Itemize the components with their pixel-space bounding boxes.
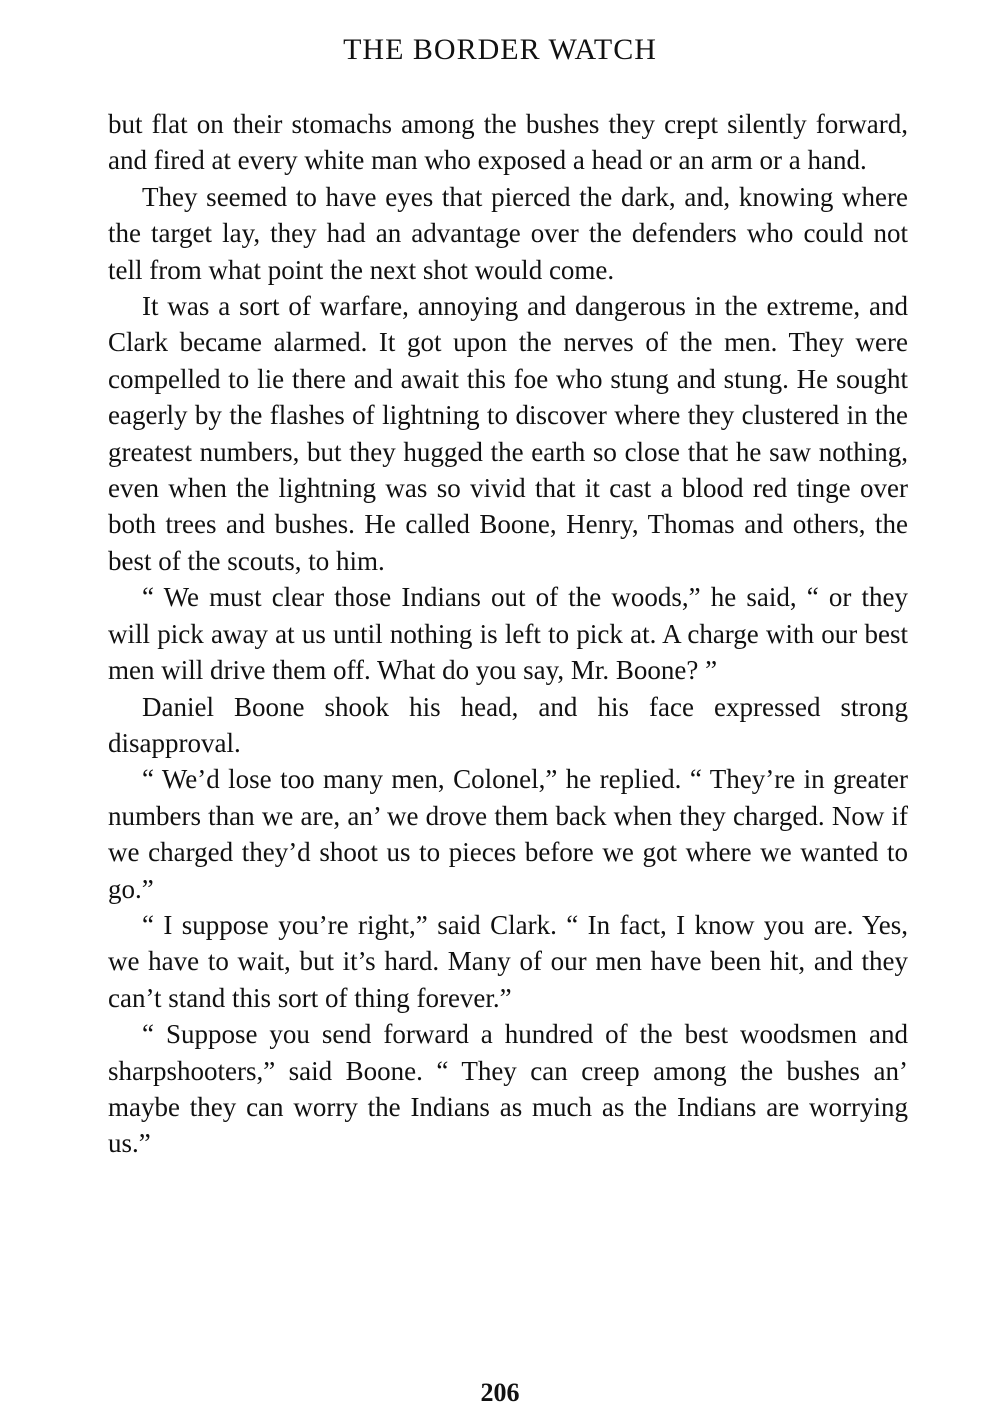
paragraph: Daniel Boone shook his head, and his face expressed strong disapproval. [108, 691, 908, 758]
paragraph: It was a sort of warfare, annoying and dangerous in the extreme, and Clark became alarmed. It got upon the nerves of the men. They were compelled to lie there and await this foe who stung and stung. He sought eagerly by the flashes of lightning to discover where they clustered in the greatest numbers, but they hugged the earth so close that he saw nothing, even when the lightning was so vivid that it cast a blood red tinge over both trees and bushes. He called Boone, Henry, Thomas and others, the best of the scouts, to him. [108, 291, 908, 576]
paragraph: They seemed to have eyes that pierced the dark, and, knowing where the target lay, they had an advantage over the defenders who could not tell from what point the next shot would come. [108, 181, 908, 285]
page-number: 206 [480, 1378, 520, 1407]
body-text [108, 106, 908, 1162]
paragraph: “ We’d lose too many men, Colonel,” he replied. “ They’re in greater numbers than we are, an’ we drove them back when they charged. Now if we charged they’d shoot us to pieces before we got where we wanted to go.” [108, 764, 908, 904]
running-head: THE BORDER WATCH [343, 33, 657, 66]
paragraph: “ We must clear those Indians out of the woods,” he said, “ or they will pick away at us until nothing is left to pick at. A charge with our best men will drive them off. What do you say, Mr. Boone? ” [108, 582, 908, 686]
paragraph: “ Suppose you send forward a hundred of the best woodsmen and sharpshooters,” said Boone. “ They can creep among the bushes an’ maybe they can worry the Indians as much as the Indians are worrying us.” [108, 1019, 908, 1159]
paragraph: “ I suppose you’re right,” said Clark. “ In fact, I know you are. Yes, we have to wait, but it’s hard. Many of our men have been hit, and they can’t stand this sort of thing forever.” [108, 909, 908, 1013]
paragraph-continued: but flat on their stomachs among the bushes they crept silently forward, and fired at every white man who exposed a head or an arm or a hand. [108, 109, 908, 176]
